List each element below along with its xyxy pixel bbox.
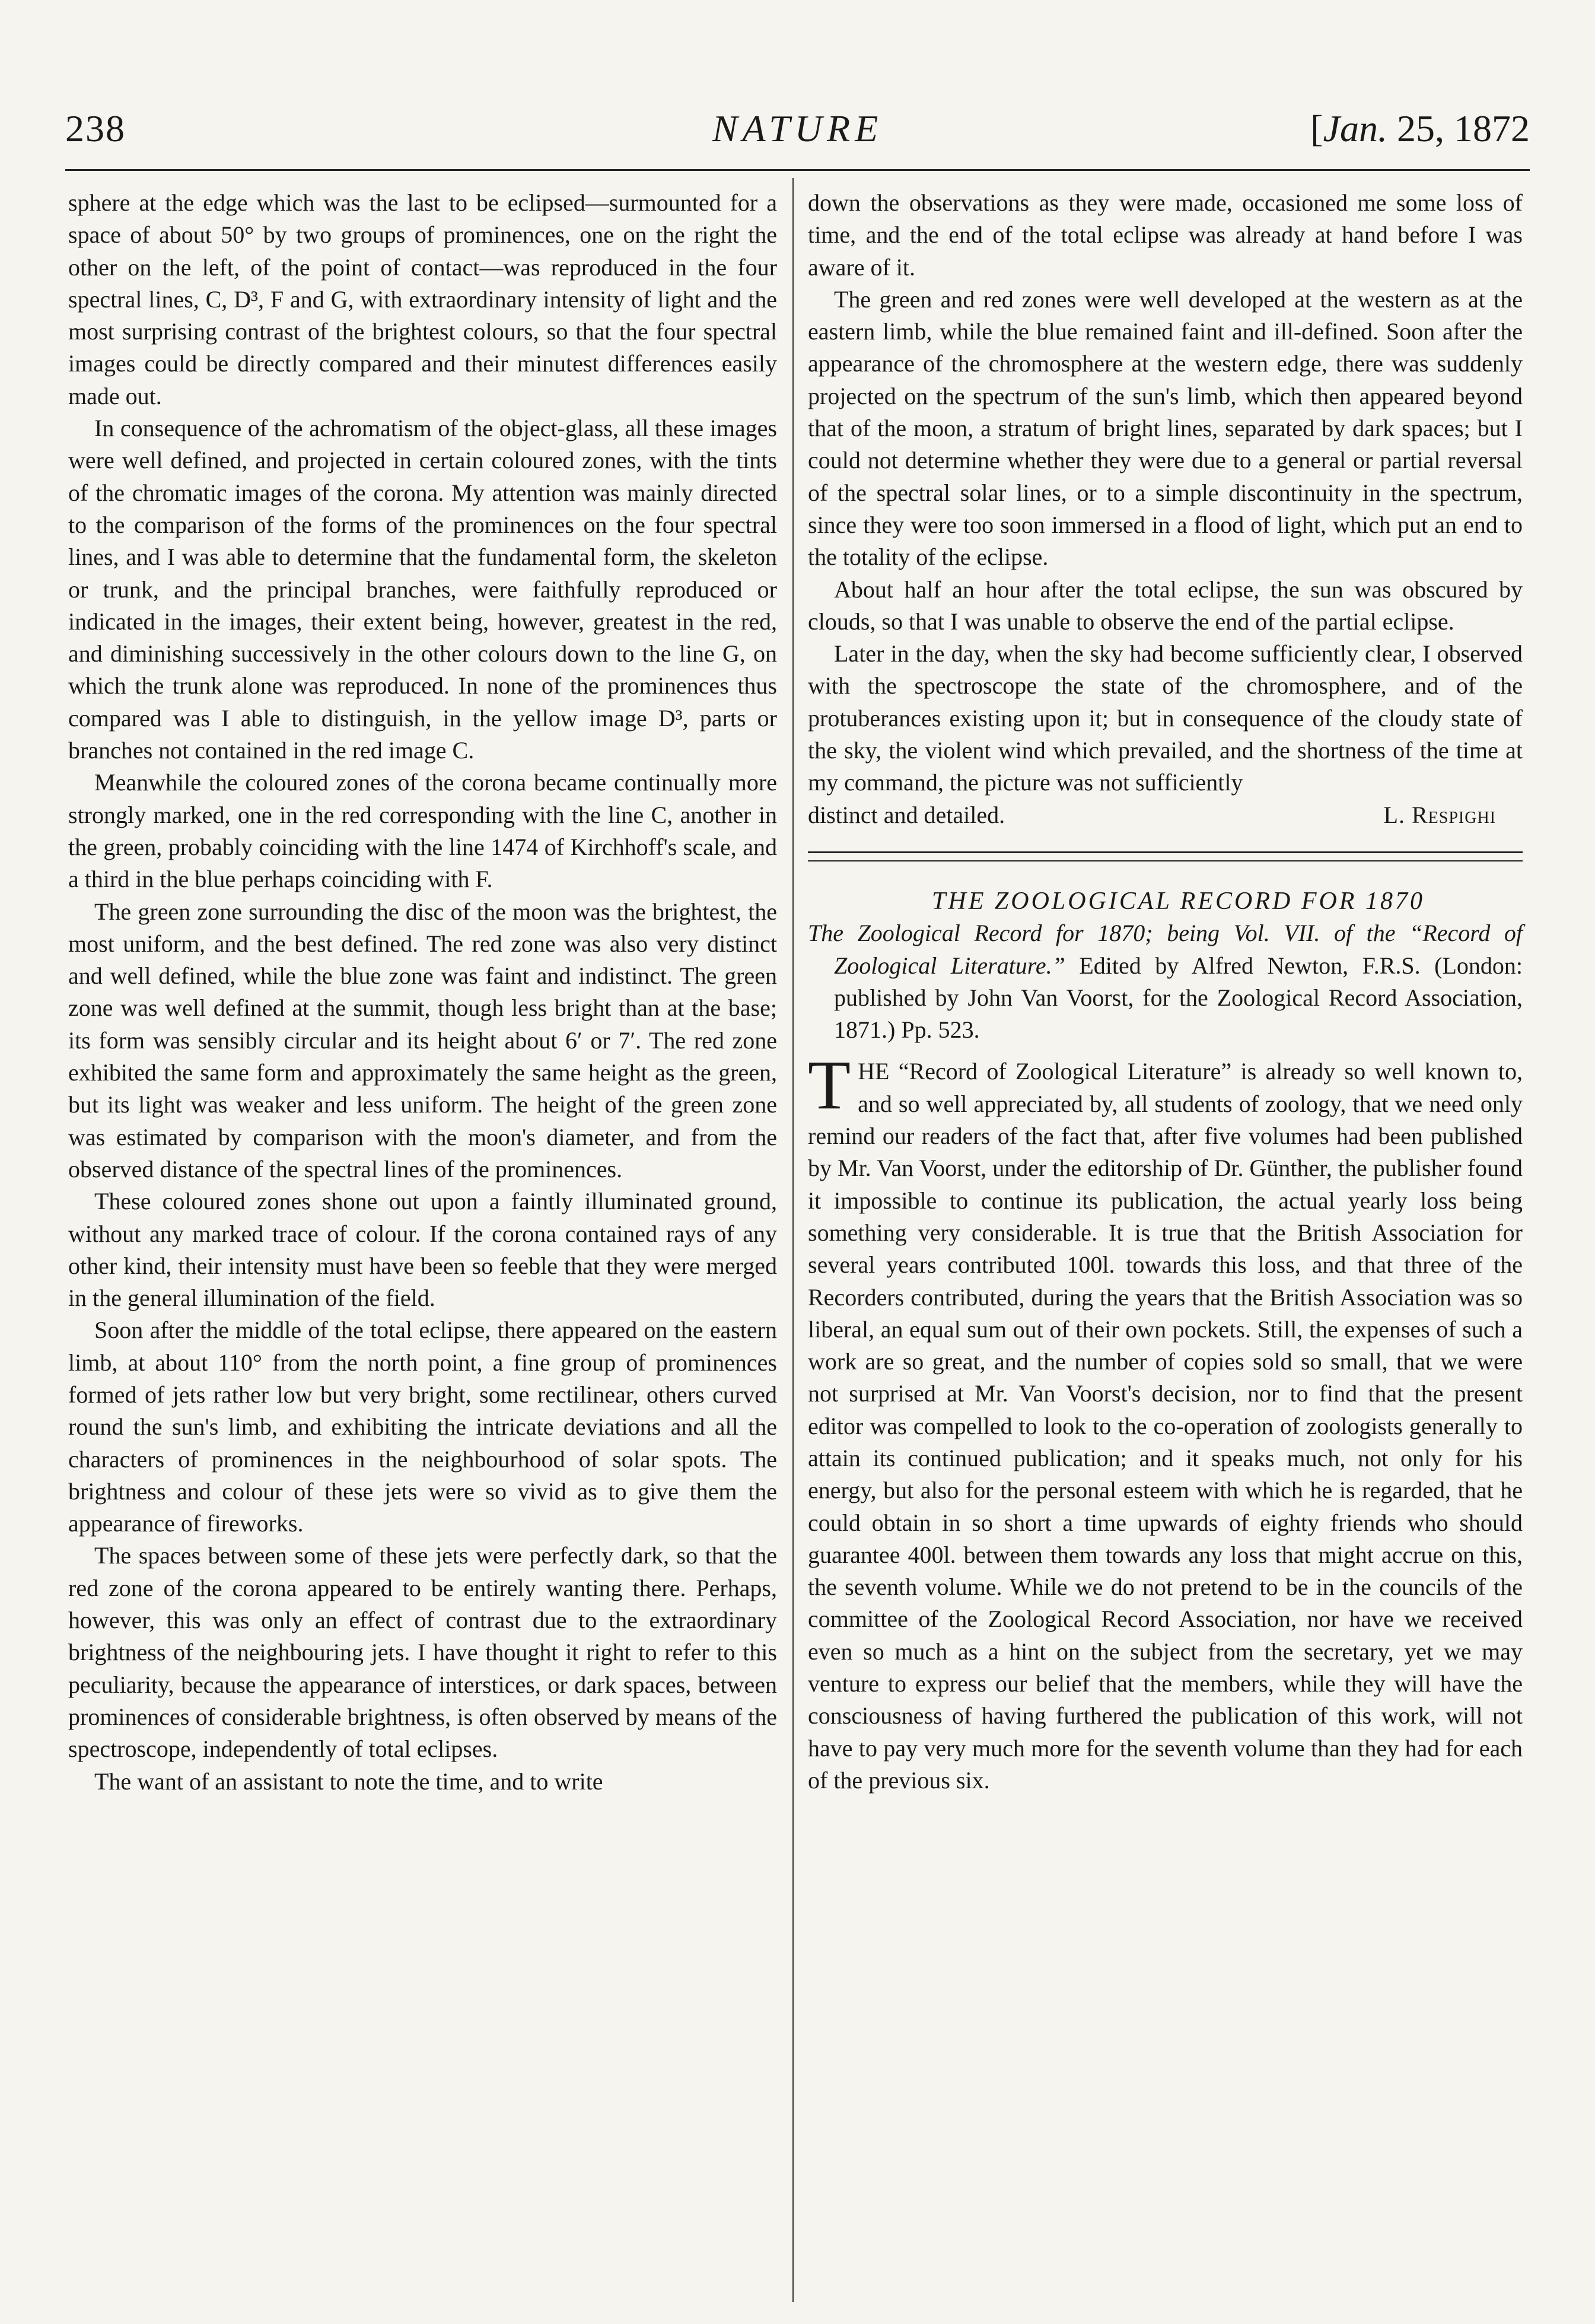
paragraph: About half an hour after the total eclipse, the sun was obscured by clouds, so that I was unable to observe the end of the partial eclipse. bbox=[808, 576, 1523, 635]
signature-line bbox=[808, 799, 1523, 831]
paragraph: In consequence of the achromatism of the object-glass, all these images were well defined, and projected in certain coloured zones, with the tints of the chromatic images of the corona. My attention was mainly directed to the comparison of the forms of the prominences on the four spectral lines, and I was able to determine that the fundamental form, the skeleton or trunk, and the principal branches, were faithfully reproduced or indicated in the images, their extent being, however, greatest in the red, and diminishing successively in the other colours down to the line G, on which the trunk alone was reproduced. In none of the prominences thus compared was I able to distinguish, in the yellow image D³, parts or branches not contained in the red image C. bbox=[68, 415, 777, 764]
author-signature: L. Respighi bbox=[1383, 801, 1496, 828]
date-month: Jan. bbox=[1323, 107, 1387, 150]
issue-date bbox=[1310, 107, 1530, 151]
review-paragraph bbox=[808, 1046, 1523, 1797]
paragraph: down the observations as they were made, occasioned me some loss of time, and the end of the total eclipse was already at hand before I was aware of it. bbox=[808, 189, 1523, 281]
paragraph: Soon after the middle of the total eclipse, there appeared on the eastern limb, at about 110° from the north point, a fine group of prominences formed of jets rather low but very bright, some rectilinear, others curved round the sun's limb, and exhibiting the intricate deviations and all the characters of prominences in the neighbourhood of solar spots. The brightness and colour of these jets were so vivid as to give them the appearance of fireworks. bbox=[68, 1317, 777, 1537]
drop-cap: T bbox=[808, 1046, 851, 1124]
date-day-year: 25, 1872 bbox=[1387, 107, 1530, 150]
closing-text: distinct and detailed. bbox=[808, 801, 1005, 828]
section-divider bbox=[808, 851, 1523, 861]
paragraph: The green and red zones were well developed at the western as at the eastern limb, while the blue remained faint and ill-defined. Soon after the appearance of the chromosphere at the western edge, there was suddenly projected on the spectrum of the sun's limb, which then appeared beyond that of the moon, a stratum of bright lines, separated by dark spaces; but I could not determine whether they were due to a general or partial reversal of the spectral solar lines, or to a simple discontinuity in the spectrum, since they were too soon immersed in a flood of light, which put an end to the totality of the eclipse. bbox=[808, 285, 1523, 571]
paragraph: The want of an assistant to note the time, and to write bbox=[94, 1767, 603, 1795]
review-text: HE “Record of Zoological Literature” is already so well known to, and so well appreciated by, all students of zoology, that we need only remind our readers of the fact that, after five volumes had been published by Mr. Van Voorst, under the editorship of Dr. Günther, the publisher found it impossible to continue its publication, the actual yearly loss being something very considerable. It is true that the British Association for several years contributed 100l. towards this loss, and that three of the Recorders contributed, during the years that the British Association was so liberal, an equal sum out of their own pockets. Still, the expenses of such a work are so great, and the number of copies sold so small, that we were not surprised at Mr. Van Voorst's decision, nor to find that the present editor was compelled to look to the co-operation of zoologists generally to attain its continued publication; and it speaks much, not only for his energy, but also for the personal esteem with which he is regarded, that he could obtain in so short a time upwards of eighty friends who should guarantee 400l. between them towards any loss that might accrue on this, the seventh volume. While we do not pretend to be in the councils of the committee of the Zoological Record Association, nor have we received even so much as a hint on the subject from the secretary, yet we may venture to express our belief that the members, while they will have the consciousness of having furthered the publication of this work, will not have to pay very much more for the seventh volume than they had for each of the previous six. bbox=[808, 1058, 1523, 1794]
date-bracket: [ bbox=[1310, 107, 1323, 150]
bibliographic-entry bbox=[808, 917, 1523, 1046]
section-title: THE ZOOLOGICAL RECORD FOR 1870 bbox=[932, 887, 1425, 915]
bib-title: The Zoological Record for 1870; being Vol. VII. of the “Record of Zoological Literature.” bbox=[808, 920, 1523, 979]
paragraph: Later in the day, when the sky had become sufficiently clear, I observed with the spectroscope the state of the chromosphere, and of the protuberances existing upon it; but in consequence of the cloudy state of the sky, the violent wind which prevailed, and the shortness of the time at my command, the picture was not sufficiently bbox=[808, 640, 1523, 796]
paragraph: sphere at the edge which was the last to be eclipsed—surmounted for a space of about 50° by two groups of prominences, one on the right the other on the left, of the point of contact—was reproduced in the four spectral lines, C, D³, F and G, with extraordinary intensity of light and the most surprising contrast of the brightest colours, so that the four spectral images could be directly compared and their minutest differences easily made out. bbox=[68, 189, 777, 409]
column-divider bbox=[792, 178, 794, 2302]
paragraph: These coloured zones shone out upon a faintly illuminated ground, without any marked trace of colour. If the corona contained rays of any other kind, their intensity must have been so feeble that they were merged in the general illumination of the field. bbox=[68, 1188, 777, 1312]
paragraph: The green zone surrounding the disc of the moon was the brightest, the most uniform, and the best defined. The red zone was also very distinct and well defined, while the blue zone was faint and indistinct. The green zone was well defined at the summit, though less bright than at the base; its form was sensibly circular and its height about 6′ or 7′. The red zone exhibited the same form and approximately the same height as the green, but its light was weaker and less uniform. The height of the green zone was estimated by comparison with the moon's diameter, and from the observed distance of the spectral lines of the prominences. bbox=[68, 898, 777, 1182]
page-number: 238 bbox=[65, 107, 126, 150]
paragraph: The spaces between some of these jets were perfectly dark, so that the red zone of the corona appeared to be entirely wanting there. Perhaps, however, this was only an effect of contrast due to the extraordinary brightness of the neighbouring jets. I have thought it right to refer to this peculiarity, because the appearance of interstices, or dark spaces, between prominences of considerable brightness, is often observed by means of the spectroscope, independently of total eclipses. bbox=[68, 1542, 777, 1763]
page-header bbox=[65, 89, 1530, 166]
paragraph: Meanwhile the coloured zones of the corona became continually more strongly marked, one in the red corresponding with the line C, another in the green, probably coinciding with the line 1474 of Kirchhoff's scale, and a third in the blue perhaps coinciding with F. bbox=[68, 769, 777, 893]
bib-details: Edited by Alfred Newton, F.R.S. (London: published by John Van Voorst, for the Zoological Record Association, 1871.) Pp. 523. bbox=[834, 952, 1523, 1044]
left-column bbox=[68, 187, 777, 1798]
header-rule bbox=[65, 169, 1530, 171]
right-column bbox=[808, 187, 1523, 1797]
journal-title: NATURE bbox=[712, 107, 883, 150]
